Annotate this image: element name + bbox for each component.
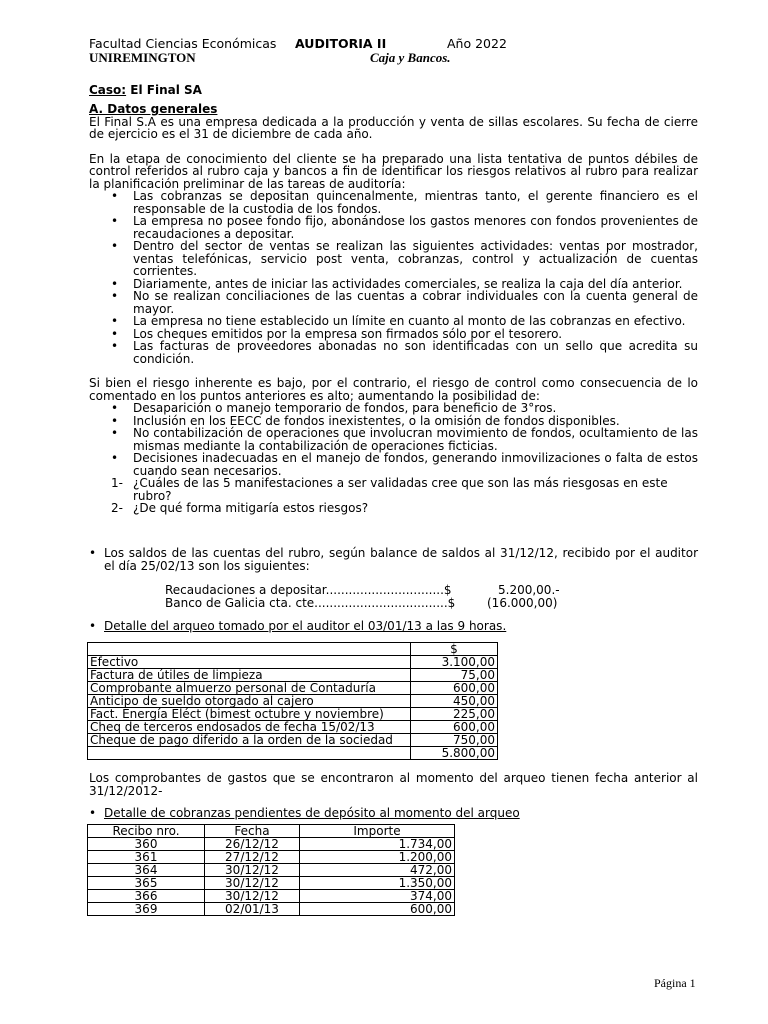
currency-header: $ (411, 643, 498, 656)
list-item: • Las cobranzas se depositan quincenalmente, mientras tanto, el gerente financiero es el responsable de la custodia de los fondos. (89, 190, 698, 215)
weak-points-list (89, 190, 698, 365)
balance-label: Recaudaciones a depositar...............................$ (165, 583, 452, 597)
table-row: Factura de útiles de limpieza 75,00 (88, 669, 498, 682)
header-course: AUDITORIA II (295, 36, 387, 51)
list-item: • Los cheques emitidos por la empresa son firmados sólo por el tesorero. (89, 328, 698, 341)
table-row: 366 30/12/12 374,00 (88, 890, 455, 903)
arqueo-note: Los comprobantes de gastos que se encontraron al momento del arqueo tienen fecha anterior al 31/12/2012- (89, 771, 698, 798)
balance-label: Banco de Galicia cta. cte...................................$ (165, 596, 456, 610)
list-item: • Diariamente, antes de iniciar las actividades comerciales, se realiza la caja del día anterior. (89, 278, 698, 291)
list-item: • No se realizan conciliaciones de las cuentas a cobrar individuales con la cuenta general de mayor. (89, 290, 698, 315)
cobranzas-table (87, 824, 455, 916)
table-row: Efectivo 3.100,00 (88, 656, 498, 669)
case-label: Caso: (89, 83, 127, 97)
list-item: • La empresa no posee fondo fijo, abonándose los gastos menores con fondos provenientes de recaudaciones a depositar. (89, 215, 698, 240)
list-item: • Las facturas de proveedores abonadas no son identificadas con un sello que acredita su condición. (89, 340, 698, 365)
list-item: • Dentro del sector de ventas se realizan las siguientes actividades: ventas por mostrador, ventas telefónicas, servicio post venta, cobranzas, control y actualización de cuentas corrientes. (89, 240, 698, 278)
table-row: Anticipo de sueldo otorgado al cajero 450,00 (88, 695, 498, 708)
header-faculty: Facultad Ciencias Económicas (89, 36, 277, 51)
balance-value: (16.000,00) (487, 596, 558, 610)
case-name: El Final SA (130, 83, 202, 97)
table-row: 360 26/12/12 1.734,00 (88, 838, 455, 851)
page-number: Página 1 (654, 976, 696, 990)
balance-line (165, 597, 585, 610)
balances-intro: • Los saldos de las cuentas del rubro, según balance de saldos al 31/12/12, recibido por el auditor el día 25/02/13 son los siguientes: (89, 547, 698, 572)
header-topic: Caja y Bancos. (370, 50, 451, 65)
question-number: 2- (111, 501, 123, 515)
arqueo-title-row (89, 620, 698, 633)
balances-section (89, 547, 698, 572)
table-row: 369 02/01/13 600,00 (88, 903, 455, 916)
table-row: Cheq de terceros endosados de fecha 15/02/13 600,00 (88, 721, 498, 734)
question-text: ¿Cuáles de las 5 manifestaciones a ser validadas cree que son las más riesgosas en este rubro? (133, 476, 668, 503)
question-2 (89, 502, 698, 515)
table-row: 365 30/12/12 1.350,00 (88, 877, 455, 890)
risks-list (89, 402, 698, 477)
cobranzas-title-row (89, 807, 698, 820)
table-row: 364 30/12/12 472,00 (88, 864, 455, 877)
table-header-row (88, 643, 498, 656)
list-item: • La empresa no tiene establecido un límite en cuanto al monto de las cobranzas en efectivo. (89, 315, 698, 328)
balances-lines (165, 584, 585, 610)
arqueo-title: Detalle del arqueo tomado por el auditor el 03/01/13 a las 9 horas. (104, 619, 507, 633)
case-title (89, 84, 698, 97)
header-university: UNIREMINGTON (89, 50, 196, 65)
list-item: • Decisiones inadecuadas en el manejo de fondos, generando inmovilizaciones o falta de estos cuando sean necesarios. (89, 452, 698, 477)
question-1 (89, 477, 698, 502)
balance-value: 5.200,00.- (498, 583, 560, 597)
table-row: Fact. Energía Eléct (bimest octubre y noviembre) 225,00 (88, 708, 498, 721)
table-total-row: 5.800,00 (88, 747, 498, 760)
table-row: Comprobante almuerzo personal de Contaduría 600,00 (88, 682, 498, 695)
risk-intro: Si bien el riesgo inherente es bajo, por el contrario, el riesgo de control como consecuencia de lo comentado en los puntos anteriores es alto; aumentando la posibilidad de: (89, 376, 698, 403)
table-header-row: Recibo nro. Fecha Importe (88, 825, 455, 838)
question-number: 1- (111, 476, 123, 490)
weak-points-intro: En la etapa de conocimiento del cliente se ha preparado una lista tentativa de puntos débiles de control referidos al rubro caja y bancos a fin de identificar los riesgos relativos al rubro para realizar la planificación preliminar de las tareas de auditoría: (89, 151, 698, 191)
section-a (89, 103, 698, 515)
list-item: • Desaparición o manejo temporario de fondos, para beneficio de 3°ros. (89, 402, 698, 415)
table-row: 361 27/12/12 1.200,00 (88, 851, 455, 864)
arqueo-table (87, 642, 498, 760)
header-year: Año 2022 (447, 36, 507, 51)
section-a-title: A. Datos generales (89, 102, 218, 116)
section-a-intro: El Final S.A es una empresa dedicada a la producción y venta de sillas escolares. Su fecha de cierre de ejercicio es el 31 de diciembre de cada año. (89, 114, 698, 141)
list-item: • No contabilización de operaciones que involucran movimiento de fondos, ocultamiento de las mismas mediante la contabilización de operaciones ficticias. (89, 427, 698, 452)
table-row: Cheque de pago diferido a la orden de la sociedad 750,00 (88, 734, 498, 747)
question-text: ¿De qué forma mitigaría estos riesgos? (133, 501, 369, 515)
arqueo-note-block (89, 772, 698, 797)
list-item: • Inclusión en los EECC de fondos inexistentes, o la omisión de fondos disponibles. (89, 415, 698, 428)
cobranzas-title: Detalle de cobranzas pendientes de depósito al momento del arqueo (104, 806, 520, 820)
